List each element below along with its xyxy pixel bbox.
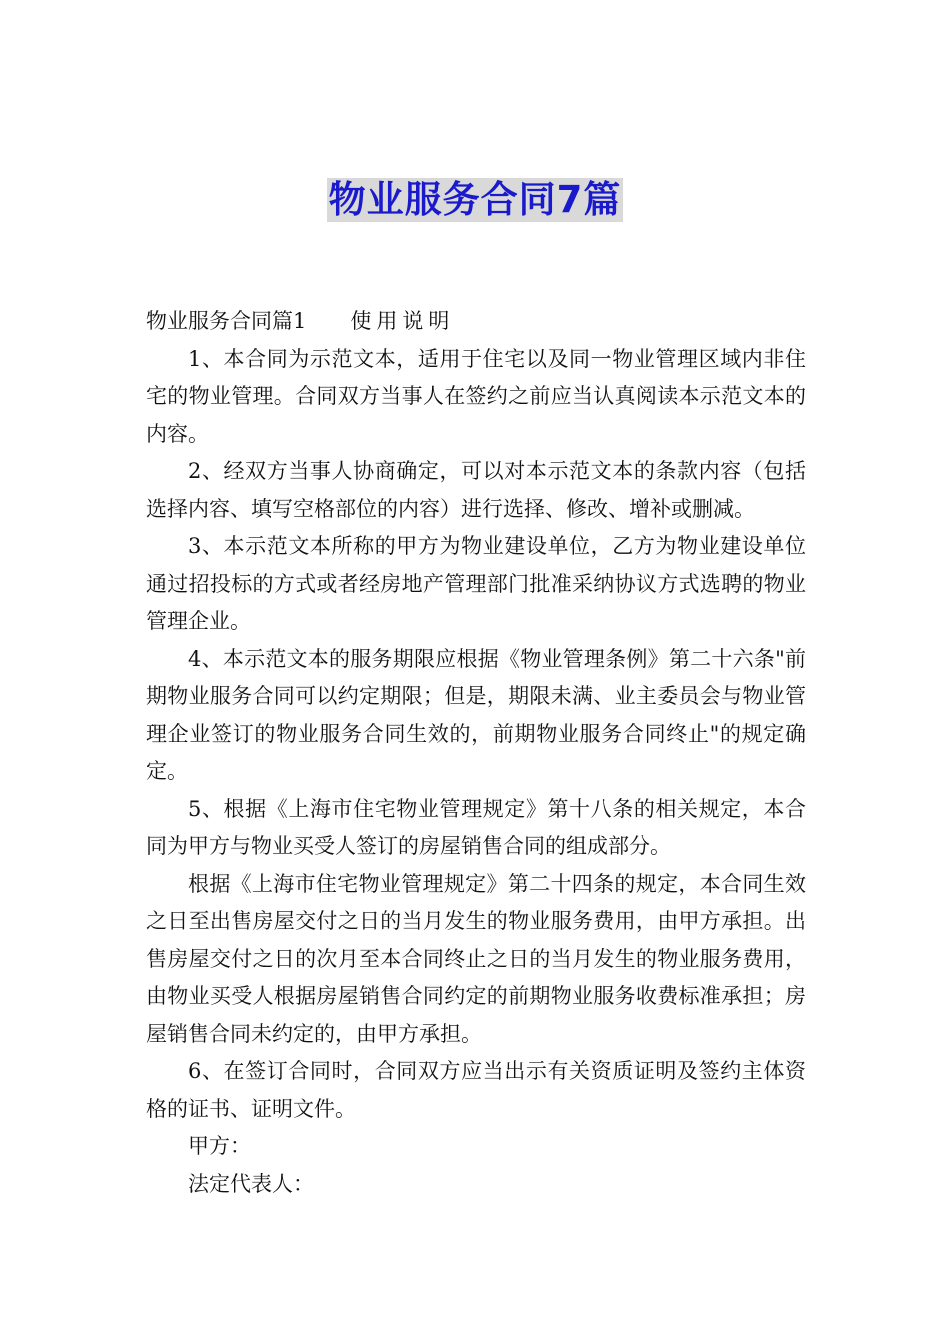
paragraph-7: 6、在签订合同时，合同双方应当出示有关资质证明及签约主体资格的证书、证明文件。 <box>146 1059 806 1121</box>
document-title: 物业服务合同7篇 <box>328 178 622 221</box>
section-heading: 物业服务合同篇1 <box>146 309 307 333</box>
legal-representative-line: 法定代表人： <box>188 1171 314 1196</box>
title-wrapper <box>0 178 950 222</box>
paragraph-6: 根据《上海市住宅物业管理规定》第二十四条的规定，本合同生效之日至出售房屋交付之日的当月发生的物业服务费用，由甲方承担。出售房屋交付之日的次月至本合同终止之日的当月发生的物业服务费用，由物业买受人根据房屋销售合同约定的前期物业服务收费标准承担；房屋销售合同未约定的，由甲方承担。 <box>146 871 806 1046</box>
paragraph-2: 2、经双方当事人协商确定，可以对本示范文本的条款内容（包括选择内容、填写空格部位的内容）进行选择、修改、增补或删减。 <box>146 459 806 521</box>
section-heading-line <box>146 303 806 341</box>
document-body <box>146 303 806 1203</box>
instructions-label: 使用说明 <box>350 309 455 333</box>
party-a-line: 甲方： <box>188 1134 251 1158</box>
paragraph-1: 1、本合同为示范文本，适用于住宅以及同一物业管理区域内非住宅的物业管理。合同双方当事人在签约之前应当认真阅读本示范文本的内容。 <box>146 346 806 446</box>
paragraph-3: 3、本示范文本所称的甲方为物业建设单位，乙方为物业建设单位通过招投标的方式或者经房地产管理部门批准采纳协议方式选聘的物业管理企业。 <box>146 534 806 633</box>
paragraph-5: 5、根据《上海市住宅物业管理规定》第十八条的相关规定，本合同为甲方与物业买受人签订的房屋销售合同的组成部分。 <box>146 796 806 858</box>
paragraph-4: 4、本示范文本的服务期限应根据《物业管理条例》第二十六条"前期物业服务合同可以约定期限；但是，期限未满、业主委员会与物业管理企业签订的物业服务合同生效的，前期物业服务合同终止"的规定确定。 <box>146 646 806 783</box>
